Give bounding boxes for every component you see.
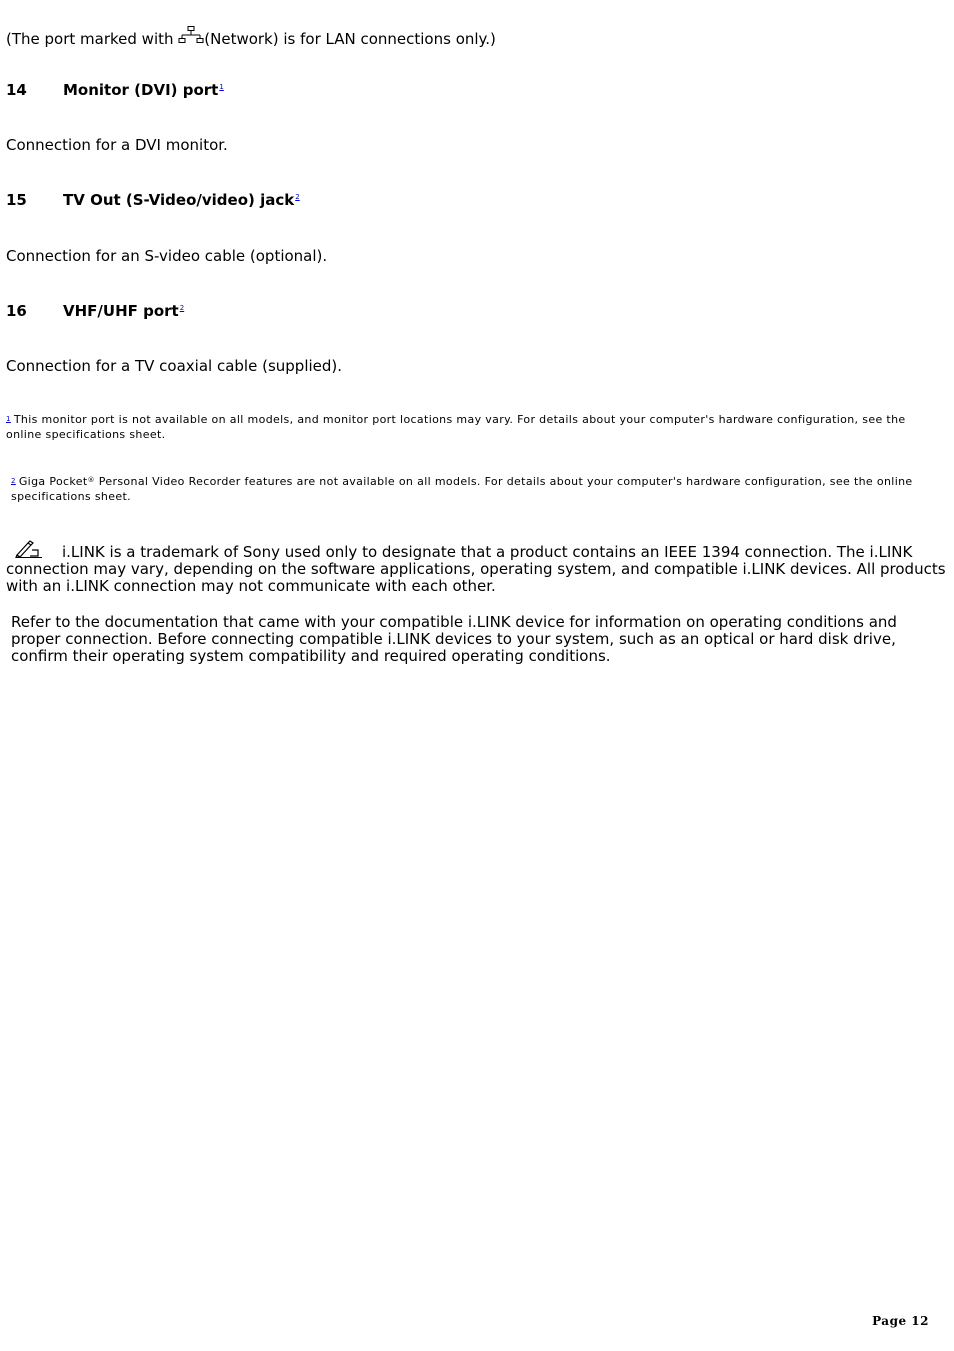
footnote-ref-link[interactable]: 1 (219, 83, 224, 91)
item-description-16: Connection for a TV coaxial cable (supplied). (6, 357, 343, 375)
ilink-note (6, 540, 951, 595)
item-number: 15 (6, 191, 27, 209)
footnote-1 (6, 412, 941, 442)
item-title (63, 303, 184, 320)
item-number: 16 (6, 302, 27, 320)
footnote-marker[interactable]: 2 (11, 477, 16, 485)
footnote-ref-link[interactable]: 2 (295, 193, 300, 201)
refer-paragraph: Refer to the documentation that came with your compatible i.LINK device for information on operating conditions and proper connection. Before connecting compatible i.LINK devices to your system, such as an optical or hard disk drive, confirm their operating system compatibility and required operating conditions. (11, 613, 897, 665)
registered-mark: ® (87, 476, 95, 484)
footnote-ref-link[interactable]: 2 (179, 304, 185, 312)
item-heading-16 (0, 303, 900, 321)
item-title (63, 82, 224, 99)
item-title-text: VHF/UHF port (63, 302, 179, 320)
item-heading-14 (0, 82, 900, 100)
network-note-before: (The port marked with (6, 30, 179, 48)
note-text: i.LINK is a trademark of Sony used only to designate that a product contains an IEEE 1394 connection. The i.LINK connection may vary, depending on the software applications, operating system, and compatible i.LINK devices. All products with an i.LINK connection may not communicate with each other. (6, 543, 946, 595)
network-note-after: (Network) is for LAN connections only.) (204, 30, 496, 48)
footnote-text-after: Personal Video Recorder features are not available on all models. For details about your computer's hardware configuration, see the online specifications sheet. (11, 475, 913, 503)
footnote-text: This monitor port is not available on all models, and monitor port locations may vary. For details about your computer's hardware configuration, see the online specifications sheet. (6, 413, 906, 441)
network-icon (178, 26, 204, 46)
footnote-marker[interactable]: 1 (6, 415, 11, 423)
item-description-14: Connection for a DVI monitor. (6, 136, 228, 154)
item-number: 14 (6, 81, 27, 99)
footnote-2 (11, 473, 936, 504)
note-pen-icon (14, 540, 48, 558)
footnote-text-before: Giga Pocket (18, 475, 88, 488)
item-title-text: TV Out (S-Video/video) jack (63, 191, 295, 209)
item-title (63, 192, 300, 209)
item-description-15: Connection for an S-video cable (optional). (6, 247, 328, 265)
item-heading-15 (0, 192, 900, 210)
item-title-text: Monitor (DVI) port (63, 81, 219, 99)
network-port-note (6, 26, 496, 48)
page-number: Page 12 (872, 1314, 929, 1328)
